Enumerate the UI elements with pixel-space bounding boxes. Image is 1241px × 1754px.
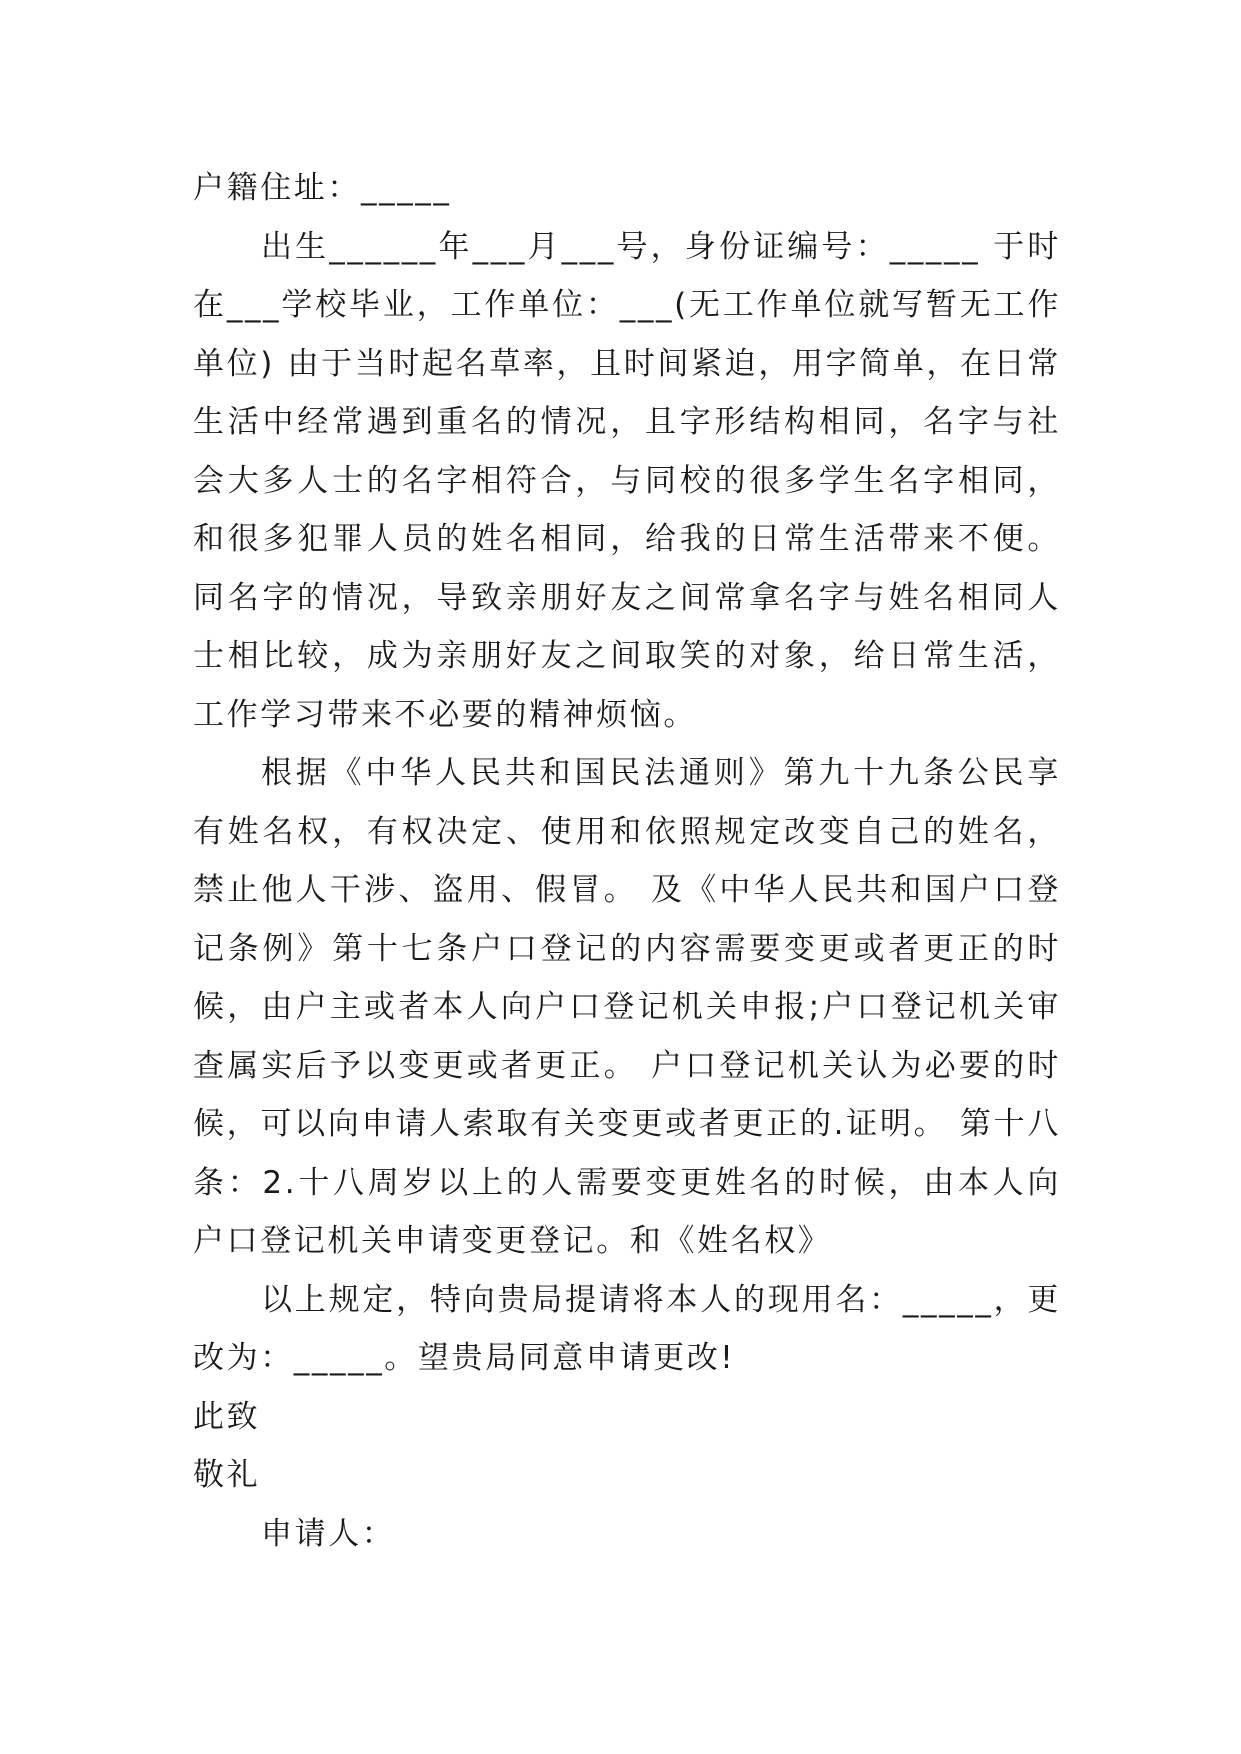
applicant-signature-line: 申请人： bbox=[261, 1515, 396, 1552]
closing-salutation: 此致 bbox=[193, 1398, 261, 1435]
birth-paragraph: 出生______年___月___号，身份证编号：_____ 于时在___学校毕业，工作单位：___(无工作单位就写暂无工作单位) 由于当时起名草率，且时间紧迫，用字简单，在日常生活中经常遇到重名的情况，且字形结构相同，名字与社会大多人士的名字相符合，与同校的很多学生名字相同，和很多犯罪人员的姓名相同，给我的日常生活带来不便。同名字的情况，导致亲朋好友之间常拿名字与姓名相同人士相比较，成为亲朋好友之间取笑的对象，给日常生活，工作学习带来不必要的精神烦恼。 bbox=[193, 228, 1061, 733]
request-paragraph: 以上规定，特向贵局提请将本人的现用名：_____，更改为：_____。望贵局同意申请更改! bbox=[193, 1281, 1061, 1376]
closing-regards: 敬礼 bbox=[193, 1457, 261, 1493]
law-paragraph: 根据《中华人民共和国民法通则》第九十九条公民享有姓名权，有权决定、使用和依照规定改变自己的姓名，禁止他人干涉、盗用、假冒。 及《中华人民共和国户口登记条例》第十七条户口登记的内容需要变更或者更正的时候，由户主或者本人向户口登记机关申报;户口登记机关审查属实后予以变更或者更正。 户口登记机关认为必要的时候，可以向申请人索取有关变更或者更正的.证明。 第十八条：2.十八周岁以上的人需要变更姓名的时候，由本人向户口登记机关申请变更登记。和《姓名权》 bbox=[193, 755, 1061, 1259]
address-line: 户籍住址：_____ bbox=[193, 170, 452, 206]
letter-body bbox=[193, 159, 1061, 1563]
